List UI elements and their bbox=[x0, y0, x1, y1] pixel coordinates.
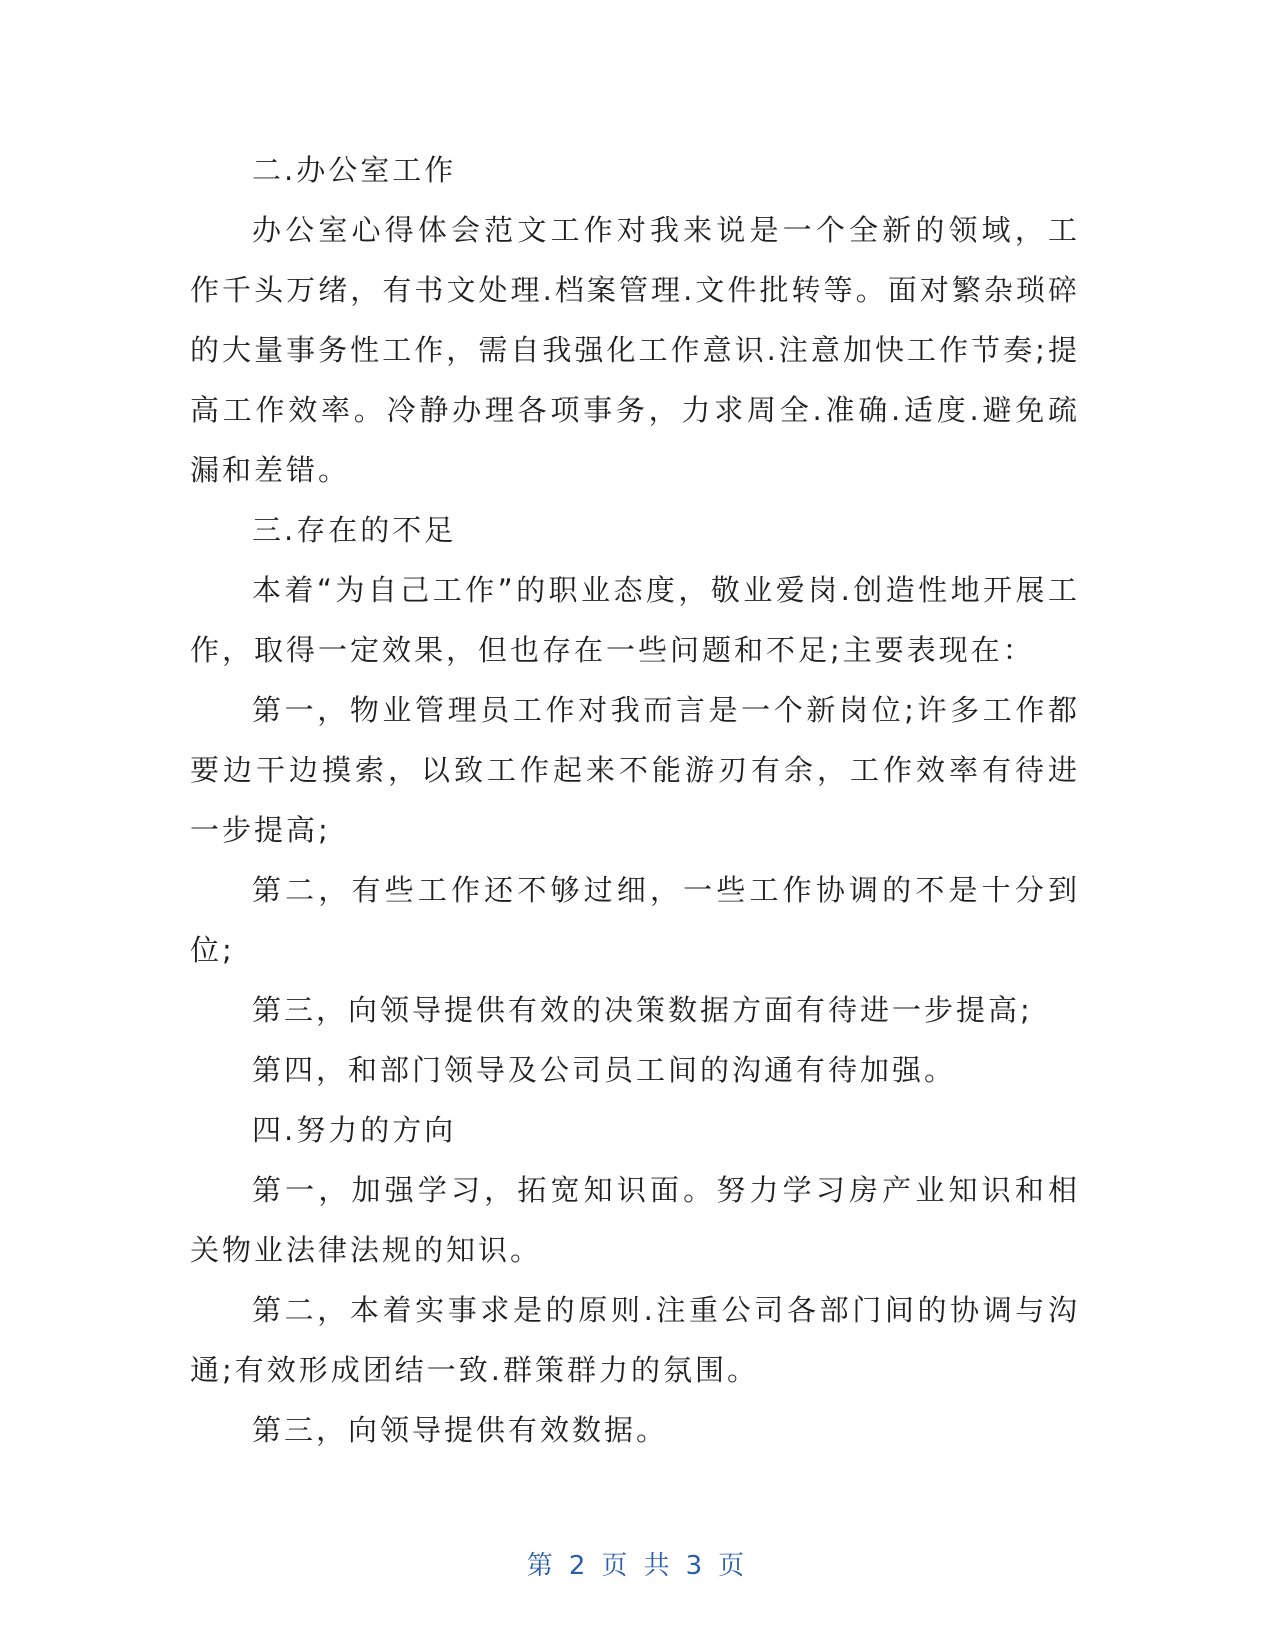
footer-total-pages: 3 bbox=[685, 1551, 707, 1581]
paragraph-shortcoming-2: 第二，有些工作还不够过细，一些工作协调的不是十分到位; bbox=[190, 873, 1080, 967]
footer-middle: 页 共 bbox=[601, 1551, 674, 1581]
page-footer bbox=[0, 1545, 1275, 1582]
paragraph-shortcoming-1: 第一，物业管理员工作对我而言是一个新岗位;许多工作都要边干边摸索，以致工作起来不能游刃有余，工作效率有待进一步提高; bbox=[190, 693, 1080, 847]
paragraph-direction-2: 第二，本着实事求是的原则.注重公司各部门间的协调与沟通;有效形成团结一致.群策群力的氛围。 bbox=[190, 1293, 1080, 1387]
paragraph-shortcoming-4: 第四，和部门领导及公司员工间的沟通有待加强。 bbox=[252, 1053, 957, 1087]
section-heading-shortcomings: 三.存在的不足 bbox=[252, 513, 457, 547]
paragraph-shortcomings-intro: 本着“为自己工作”的职业态度，敬业爱岗.创造性地开展工作，取得一定效果，但也存在一些问题和不足;主要表现在： bbox=[190, 573, 1080, 667]
paragraph-direction-3: 第三，向领导提供有效数据。 bbox=[252, 1413, 669, 1447]
footer-suffix: 页 bbox=[718, 1551, 749, 1581]
paragraph-shortcoming-3: 第三，向领导提供有效的决策数据方面有待进一步提高; bbox=[252, 993, 1033, 1027]
paragraph-office-work: 办公室心得体会范文工作对我来说是一个全新的领域，工作千头万绪，有书文处理.档案管理.文件批转等。面对繁杂琐碎的大量事务性工作，需自我强化工作意识.注意加快工作节奏;提高工作效率。冷静办理各项事务，力求周全.准确.适度.避免疏漏和差错。 bbox=[190, 213, 1080, 487]
footer-current-page: 2 bbox=[568, 1551, 590, 1581]
section-heading-office-work: 二.办公室工作 bbox=[252, 153, 457, 187]
footer-prefix: 第 bbox=[526, 1551, 557, 1581]
section-heading-direction: 四.努力的方向 bbox=[252, 1113, 457, 1147]
document-body bbox=[190, 140, 1080, 1460]
paragraph-direction-1: 第一，加强学习，拓宽知识面。努力学习房产业知识和相关物业法律法规的知识。 bbox=[190, 1173, 1080, 1267]
